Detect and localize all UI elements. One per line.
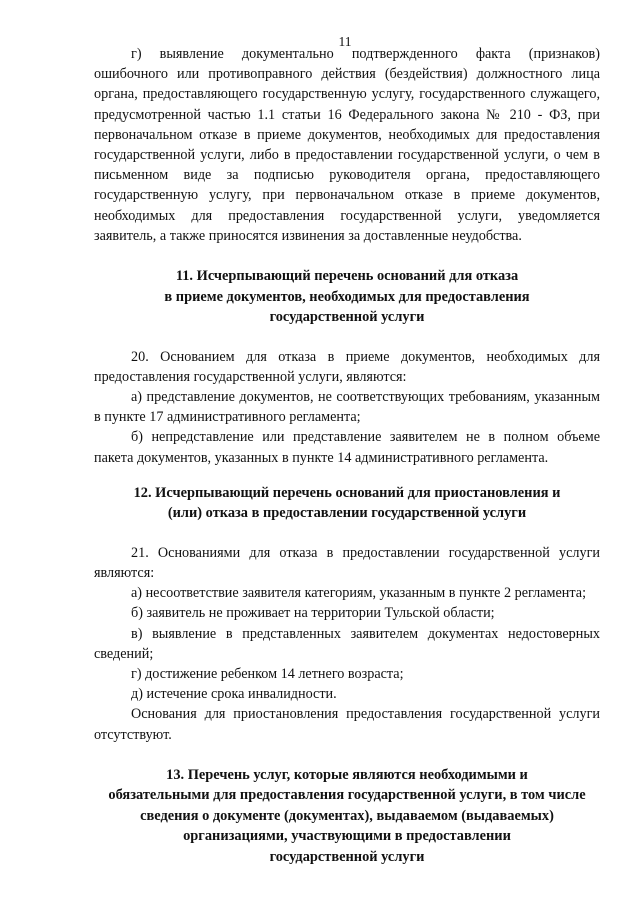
heading-line: 11. Исчерпывающий перечень оснований для отказа	[175, 268, 519, 285]
paragraph-20: 20. Основанием для отказа в приеме документов, необходимых для предоставления государственной услуги, являются:	[94, 348, 600, 385]
paragraph-21-d: д) истечение срока инвалидности.	[131, 686, 337, 703]
paragraph-21-a: а) несоответствие заявителя категориям, указанным в пункте 2 регламента;	[131, 585, 587, 602]
heading-line: 12. Исчерпывающий перечень оснований для приостановления и	[133, 484, 561, 501]
paragraph-20-a: а) представление документов, не соответствующих требованиям, указанным в пункте 17 административного регламента;	[94, 388, 600, 426]
paragraph-21-b: б) заявитель не проживает на территории Тульской области;	[131, 605, 495, 622]
heading-line: (или) отказа в предоставлении государственной услуги	[167, 505, 527, 522]
heading-line: государственной услуги	[269, 309, 425, 326]
paragraph-intro: г) выявление документально подтвержденного факта (признаков) ошибочного или противоправного действия (бездействия) должностного лица органа, предоставляющего государственную услугу, государственного служащего, предусмотренной частью 1.1 статьи 16 Федерального закона № 210 - ФЗ, при первоначальном отказе в приеме документов, необходимых для предоставления государственной услуги, либо в предоставлении государственной услуги, о чем в письменном виде за подписью руководителя органа, предоставляющего государственную услугу, при первоначальном отказе в приеме документов, необходимых для предоставления государственной услуги, уведомляется заявитель, а также приносятся извинения за доставленные неудобства.	[94, 46, 600, 244]
paragraph-21-v: в) выявление в представленных заявителем документах недостоверных сведений;	[94, 625, 600, 662]
heading-line: сведения о документе (документах), выдаваемом (выдаваемых)	[140, 807, 554, 824]
heading-line: 13. Перечень услуг, которые являются необходимыми и	[166, 766, 528, 783]
paragraph-suspension: Основания для приостановления предоставления государственной услуги отсутствуют.	[94, 706, 600, 743]
section-12-heading	[94, 483, 600, 524]
heading-line: обязательными для предоставления государственной услуги, в том числе	[108, 787, 586, 804]
paragraph-20-b: б) непредставление или представление заявителем не в полном объеме пакета документов, указанных в пункте 14 административного регламента.	[94, 429, 600, 466]
document-body	[94, 44, 600, 867]
section-13-heading	[94, 765, 600, 868]
paragraph-21: 21. Основаниями для отказа в предоставлении государственной услуги являются:	[94, 544, 600, 581]
page-number: 11	[338, 34, 352, 49]
section-11-heading	[94, 266, 600, 328]
paragraph-21-g: г) достижение ребенком 14 летнего возраста;	[131, 665, 404, 682]
heading-line: в приеме документов, необходимых для предоставления	[164, 288, 530, 305]
heading-line: государственной услуги	[269, 848, 425, 865]
heading-line: организациями, участвующими в предоставлении	[183, 828, 511, 845]
